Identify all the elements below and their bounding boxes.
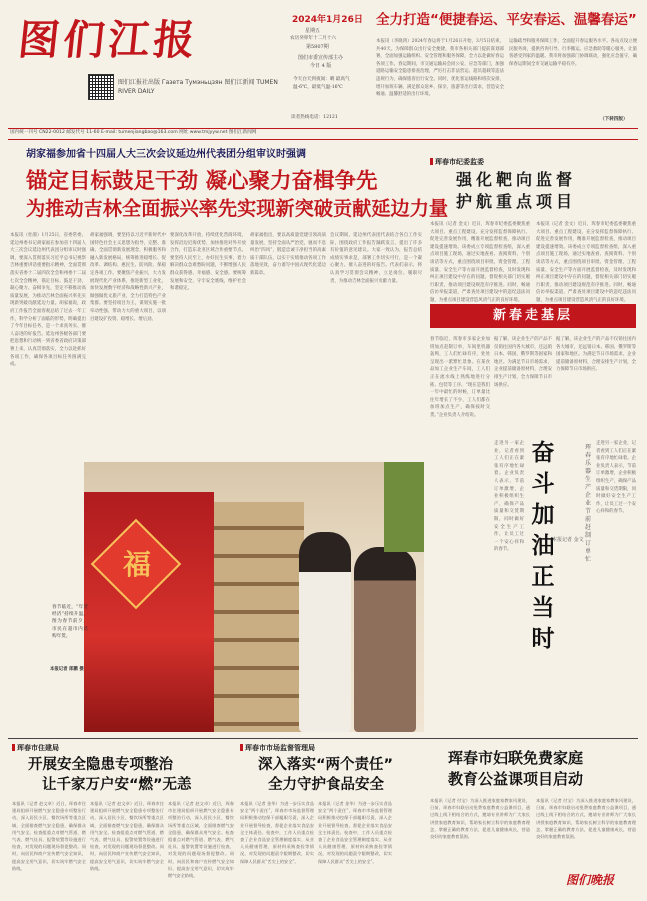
customer-figure [299, 532, 351, 732]
spring-subtitle: 珲春乐器生产企业节前赶制订单忙 [584, 444, 591, 563]
top-news-body: 本报讯（李晓鸿）2024年春运将于1月26日开始，3月5日结束，共40天。为保障群众出行安全便捷，我市各相关部门提前谋划部署，全面加强运输组织、安全管理和服务保障，全力以赴做好春运各项工作。春运期间，市交通运输局会同公安、应急等部门，加强道路运输安全隐患排查治理，严厉打击非法营运、超员超载等违法违规行为，确保旅客出行安全。同时，优化客运线路和班次安排，增开加班车辆，满足群众返乡、探亲、旅游等出行需求，营造安全畅通、温馨舒适的出行环境。 [376, 39, 504, 98]
shelf-right [384, 462, 424, 552]
lead-title-line1: 锚定目标鼓足干劲 凝心聚力奋楫争先 [26, 169, 378, 194]
top-news-body-right: 运输疏导和服务保障工作，全面提升春运服务水平。各站点设立便民服务岗，提供咨询引导、行李搬运、应急救助等暖心服务，让旅客感受到家的温暖。我市将加强部门协调联动，强化应急值守，确保春运期间全市交通运输平稳有序。 [509, 39, 637, 67]
masthead-subtitle: 图们江报社出版 Газета Тумэньцзян 图们江新闻 TUMEN RIVER DAILY [118, 79, 278, 95]
spring-title: 奋斗加油正当时 [531, 440, 555, 652]
supervise-tag-label: 珲春市纪委监委 [435, 158, 484, 166]
customer-figure-2 [354, 547, 416, 732]
lead-body-col5: 会议期间，延边州代表团代表结合各自工作实际，围绕政府工作报告踊跃发言，提出了许多有价值的意见建议。大家一致认为，报告总结成绩实事求是，部署工作切实可行，是一个凝心聚力、催人奋进的好报告。代表们表示，将认真学习贯彻会议精神，立足岗位、履职尽责，为推动吉林全面振兴贡献力量。 [330, 233, 422, 284]
spring-byline: 本报记者 金文 [552, 537, 584, 543]
lead-body-col4: 胡家福指出，要以高质量党建引领高质量发展，坚持全面从严治党，驰而不息纠治“四风”，锻造忠诚干净担当的高素质干部队伍，以实干实绩推动各项工作落地见效，奋力谱写中国式现代化延边新篇章。 [250, 233, 326, 276]
weather: 今天白天到夜间：晴 最高气温-6℃，最低气温-16℃ [293, 77, 350, 90]
qr-code-icon [88, 74, 114, 100]
food-title-line2: 全力守护食品安全 [268, 777, 384, 793]
lead-body-col2: 胡家福强调，要坚持以习近平新时代中国特色社会主义思想为指导，完整、准确、全面贯彻新发展理念，积极服务和融入新发展格局，统筹推进稳增长、促改革、调结构、惠民生、防风险、保稳定各项工作。要聚焦产业振兴，大力发展现代化产业体系，推进新型工业化，加快发展数字经济和战略性新兴产业，做强做优文旅产业，全力打造特色产业集群。要坚持项目为王，谋划实施一批牵动性强、带动力大的重大项目，以项目建设扩投资、稳增长、增后劲。 [90, 233, 166, 322]
women-title-line2: 教育公益课项目启动 [448, 770, 584, 788]
food-tag-label: 珲春市市场监督管理局 [245, 744, 315, 752]
supervise-body-col2: 本报讯（记者 金文）近日，珲春市纪委监委聚焦重大项目、重点工程建设，充分发挥监督保障执行、促进完善发展作用，精准开展监督检查，推动项目建设提速增效。该委成立专项监督检查组，深入重点项目施工现场，通过实地查看、查阅资料、个别谈话等方式，重点围绕项目审批、资金管理、工程质量、安全生产等方面开展监督检查，及时发现和纠正项目建设中存在的问题，督促相关部门切实履行职责，推动项目建设规范有序推进。同时，畅通信访举报渠道，严肃查处项目建设中的违纪违法问题，为重点项目建设营造风清气正的良好环境。 [536, 222, 636, 303]
supervise-tag [430, 157, 484, 167]
food-title-line1: 深入落实“两个责任” [258, 757, 394, 773]
sponsor: 图们市委宣传部主办 [298, 55, 344, 61]
lunar-date: 农历癸卯年十二月十六 [290, 36, 336, 41]
masthead-title: 图们江报 [15, 16, 201, 64]
safety-body-col3: 本报讯（记者 赵文卓）近日，珲春市住建局组织开展燃气安全隐患专项整治行动，深入居民小区、餐饮场所等重点区域，全面排查燃气安全隐患，确保群众用气安全。检查组重点对燃气管道、燃气表、燃气灶具、报警装置等设施进行检查，对发现的问题现场督促整改。同时，向居民和商户宣传燃气安全知识，提高安全用气意识，切实筑牢燃气安全防线。 [168, 801, 234, 879]
food-body-col2: 本报讯（记者 金华）为进一步压实食品安全“两个责任”，珲春市市场监督管理局积极推动包保干部履职尽责，深入企业开展督导检查，督促企业落实食品安全主体责任。检查中，工作人员重点检查了企业食品安全管理制度落实、从业人员健康管理、原材料采购查验等情况，对发现的问题责令限期整改，切实保障人民群众“舌尖上的安全”。 [318, 801, 392, 864]
safety-tag-label: 珲春市住建局 [17, 744, 59, 752]
food-body-col1: 本报讯（记者 金华）为进一步压实食品安全“两个责任”，珲春市市场监督管理局积极推动包保干部履职尽责，深入企业开展督导检查，督促企业落实食品安全主体责任。检查中，工作人员重点检查了企业食品安全管理制度落实、从业人员健康管理、原材料采购查验等情况，对发现的问题责令限期整改，切实保障人民群众“舌尖上的安全”。 [240, 801, 314, 864]
issue-date: 2024年1月26日 [292, 15, 363, 25]
issue-number: 第5807期 [306, 44, 329, 50]
women-body-col2: 本报讯（记者 付宝）为深入推进家庭家教家风建设，日前，珲春市妇联启动免费家庭教育公益课项目，通过线上线下相结合的方式，邀请专业讲师为广大家长讲授家庭教育知识，帮助家长树立科学的家庭教育理念，掌握正确的教育方法，促进儿童健康成长，营造良好的家庭教育氛围。 [536, 798, 636, 840]
safety-title-line1: 开展安全隐患专项整治 [28, 757, 173, 773]
top-news-note: （下转四版） [600, 117, 628, 122]
spring-header-label: 新春走基层 [492, 308, 573, 323]
photo-credit: 本报记者 郎鹏 摄 [50, 667, 84, 672]
women-body-col1: 本报讯（记者 付宝）为深入推进家庭家教家风建设，日前，珲春市妇联启动免费家庭教育公益课项目，通过线上线下相结合的方式，邀请专业讲师为广大家长讲授家庭教育知识，帮助家长树立科学的家庭教育理念，掌握正确的教育方法，促进儿童健康成长，营造良好的家庭教育氛围。 [430, 798, 530, 840]
safety-title-line2: 让千家万户安“燃”无恙 [42, 777, 192, 793]
masthead-rule-2 [8, 139, 638, 140]
photo-caption: 春节临近，“年货经济”持续升温。图为春节前夕，市民在超市内选购年货。 [52, 605, 88, 639]
lead-body-col3: 要深化改革开放，持续优化营商环境，发挥沿边近海优势，加快推进对外开放合作，打造东北亚区域合作重要节点。要坚持人民至上，办好民生实事，着力解决群众急难愁盼问题，不断增强人民群众获得感、幸福感、安全感。要统筹发展和安全，守牢安全底线，维护社会和谐稳定。 [170, 233, 246, 292]
masthead-rule [8, 128, 638, 129]
supervise-title-line2: 护航重点项目 [456, 192, 577, 211]
spring-body-col3b: 走进另一家企业，记者看到工人们正在紧张有序地忙碌着。企业负责人表示，节前订单激增，企业积极组织生产，确保产品质量和交货期限，同时做好安全生产工作，让员工过一个安心祥和的春节。 [596, 441, 636, 515]
spring-header [430, 304, 636, 328]
safety-body-col2: 本报讯（记者 赵文卓）近日，珲春市住建局组织开展燃气安全隐患专项整治行动，深入居民小区、餐饮场所等重点区域，全面排查燃气安全隐患，确保群众用气安全。检查组重点对燃气管道、燃气表、燃气灶具、报警装置等设施进行检查，对发现的问题现场督促整改。同时，向居民和商户宣传燃气安全知识，提高安全用气意识，切实筑牢燃气安全防线。 [90, 801, 164, 871]
supervise-title-line1: 强化靶向监督 [456, 170, 577, 189]
shelf-goods [214, 502, 304, 732]
spring-body-col2: 据了解，该企业生产的产品不仅销往国内各大城市，还远销日本、韩国、俄罗斯等国家和地区。为满足节日市场需求，企业提前储备原材料，合理安排生产计划，全力保障节日市场供应。 [494, 337, 552, 388]
supervise-body-col1: 本报讯（记者 金文）近日，珲春市纪委监委聚焦重大项目、重点工程建设，充分发挥监督保障执行、促进完善发展作用，精准开展监督检查，推动项目建设提速增效。该委成立专项监督检查组，深入重点项目施工现场，通过实地查看、查阅资料、个别谈话等方式，重点围绕项目审批、资金管理、工程质量、安全生产等方面开展监督检查，及时发现和纠正项目建设中存在的问题，督促相关部门切实履行职责，推动项目建设规范有序推进。同时，畅通信访举报渠道，严肃查处项目建设中的违纪违法问题，为重点项目建设营造风清气正的良好环境。 [430, 222, 530, 303]
safety-tag [12, 743, 59, 753]
edition-count: 今日 4 版 [310, 63, 332, 69]
lead-title-line2: 为推动吉林全面振兴率先实现新突破贡献延边力量 [26, 197, 449, 220]
bottom-rule [8, 738, 638, 739]
food-tag [240, 743, 315, 753]
lead-kicker: 胡家福参加省十四届人大三次会议延边州代表团分组审议时强调 [26, 149, 306, 160]
safety-body-col1: 本报讯（记者 赵文卓）近日，珲春市住建局组织开展燃气安全隐患专项整治行动，深入居民小区、餐饮场所等重点区域，全面排查燃气安全隐患，确保群众用气安全。检查组重点对燃气管道、燃气表、燃气灶具、报警装置等设施进行检查，对发现的问题现场督促整改。同时，向居民和商户宣传燃气安全知识，提高安全用气意识，切实筑牢燃气安全防线。 [12, 801, 86, 871]
fu-glyph-icon: 福 [122, 548, 151, 581]
shelf-red [84, 492, 214, 732]
spring-body-col1: 春节临近，珲春市多家企业加班加点赶制订单，车间里机器轰鸣，工人们忙碌有序，处处呈现出一派繁忙景象。在某食品加工企业生产车间，工人们正在流水线上熟练地进行分拣、包装等工序。“现在是我们一年中最忙的时候，订单量比往年增长了不少，工人们都在加班加点生产，确保按时交货。”企业负责人介绍说。 [430, 337, 490, 418]
footer-logo: 图们晚报 [566, 873, 615, 887]
spring-body-col3: 据了解，该企业生产的产品不仅销往国内各大城市，还远销日本、韩国、俄罗斯等国家和地区。为满足节日市场需求，企业提前储备原材料，合理安排生产计划，全力保障节日市场供应。 [556, 337, 636, 373]
lead-body-col1: 本报讯（杜鹃）1月25日，省委常委、延边州委书记胡家福在参加省十四届人大三次会议延边州代表团分组审议时强调，要深入贯彻落实习近平总书记视察吉林重要讲话重要指示精神，全面贯彻落实省委十二届四次全会和州委十二届七次全会精神，锚定目标、鼓足干劲，凝心聚力、奋楫争先，坚定不移推动高质量发展，为推动吉林全面振兴率先实现新突破贡献延边力量。胡家福说，政府工作报告全面客观总结了过去一年工作，科学分析了面临的形势，明确提出了今年目标任务，是一个求真务实、催人奋进的好报告。延边州各级各部门要把思想和行动统一到省委省政府决策部署上来，认真贯彻落实，全力以赴抓好各项工作，确保各项目标任务圆满完成。 [10, 233, 86, 368]
spring-body-col2b: 走进另一家企业，记者看到工人们正在紧张有序地忙碌着。企业负责人表示，节前订单激增，企业积极组织生产，确保产品质量和交货期限，同时做好安全生产工作，让员工过一个安心祥和的春节。 [494, 441, 524, 553]
women-title-line1: 珲春市妇联免费家庭 [448, 749, 584, 767]
publication-info: 国内统一刊号 CN22-0012 邮发代号 11-60 E-mail: tumenjiangbao@163.com 网址 www.tmjyyw.net 图们江新闻网 [10, 130, 257, 135]
news-photo [84, 462, 424, 732]
weekday: 星期五 [305, 28, 321, 34]
top-news-title: 全力打造“便捷春运、平安春运、温馨春运” [376, 12, 637, 28]
reader-phone: 读者热线电话：12121 [291, 115, 338, 120]
